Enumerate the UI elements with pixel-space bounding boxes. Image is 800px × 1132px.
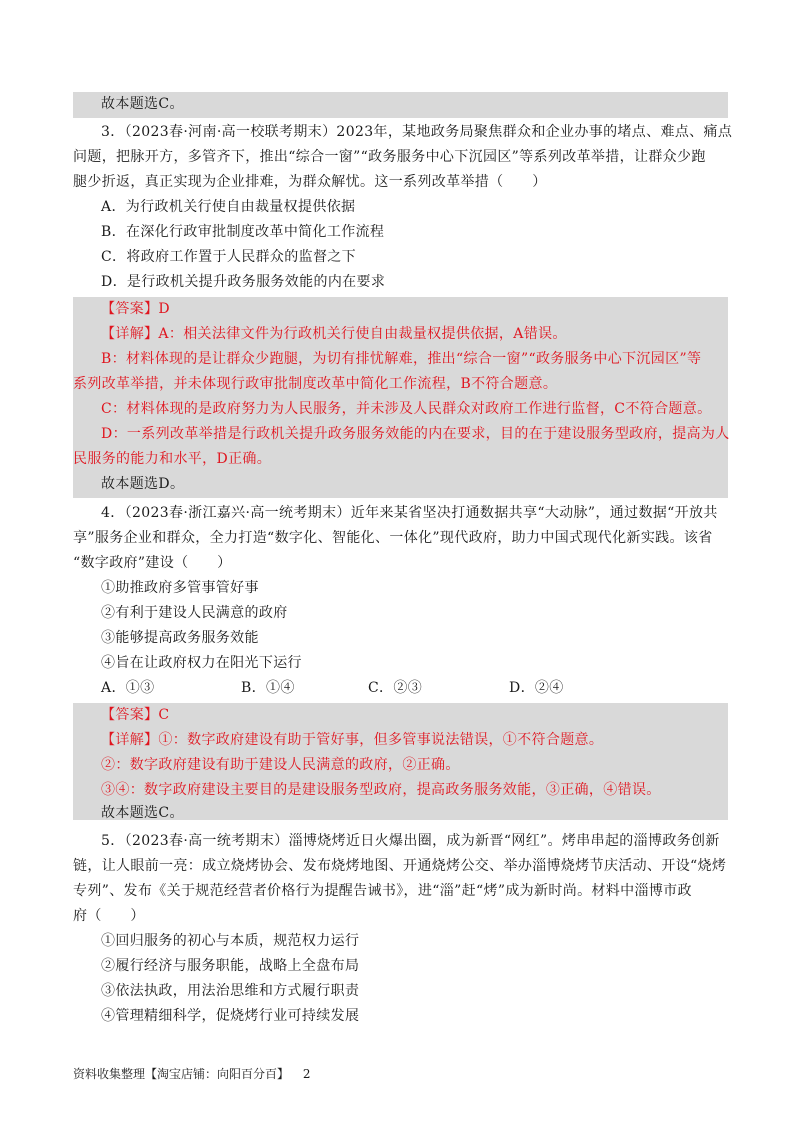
answer-conclusion: 故本题选C。 <box>101 96 184 112</box>
question-4-choice-d: D．②④ <box>509 680 564 696</box>
question-3-option-a: A．为行政机关行使自由裁量权提供依据 <box>101 199 356 215</box>
answer-detail-line: 系列改革举措，并未体现行政审批制度改革中简化工作流程，B不符合题意。 <box>73 376 558 392</box>
question-4-item: ④旨在让政府权力在阳光下运行 <box>101 655 302 671</box>
question-5-stem-line: 链，让人眼前一亮：成立烧烤协会、发布烧烤地图、开通烧烤公交、举办淄博烧烤节庆活动、开设“烧烤 <box>73 858 727 874</box>
question-5-stem-line: 5．（2023春·高一统考期末）淄博烧烤近日火爆出圈，成为新晋“网红”。烤串串起的淄博政务创新 <box>101 833 720 849</box>
answer-label: 【答案】C <box>101 707 170 723</box>
question-5-item: ③依法执政，用法治思维和方式履行职责 <box>101 983 360 999</box>
question-4-item: ②有利于建设人民满意的政府 <box>101 605 288 621</box>
question-4-stem-line: 享”服务企业和群众，全力打造“数字化、智能化、一体化”现代政府，助力中国式现代化新实践。该省 <box>73 530 713 546</box>
question-4-choice-c: C．②③ <box>368 680 423 696</box>
question-3-stem-line: 3．（2023春·河南·高一校联考期末）2023年，某地政务局聚焦群众和企业办事的堵点、难点、痛点 <box>101 124 733 140</box>
answer-conclusion: 故本题选C。 <box>101 805 184 821</box>
question-3-option-d: D．是行政机关提升政务服务效能的内在要求 <box>101 274 386 290</box>
question-3-stem-line: 腿少折返，真正实现为企业排难，为群众解忧。这一系列改革举措（ ） <box>73 174 547 190</box>
answer-detail-line: 【详解】A：相关法律文件为行政机关行使自由裁量权提供依据，A错误。 <box>101 326 567 342</box>
question-3-option-c: C．将政府工作置于人民群众的监督之下 <box>101 249 357 265</box>
question-5-item: ①回归服务的初心与本质，规范权力运行 <box>101 933 360 949</box>
answer-detail-line: B：材料体现的是让群众少跑腿，为切有排忧解难，推出“综合一窗”“政务服务中心下沉园区”等 <box>101 351 702 367</box>
question-4-choice-a: A．①③ <box>101 680 155 696</box>
question-5-stem-line: 府（ ） <box>73 908 145 924</box>
answer-label: 【答案】D <box>101 301 170 317</box>
question-3-stem-line: 问题，把脉开方，多管齐下，推出“综合一窗”“政务服务中心下沉园区”等系列改革举措，让群众少跑 <box>73 149 706 165</box>
answer-conclusion: 故本题选D。 <box>101 476 185 492</box>
answer-detail-line: 【详解】①：数字政府建设有助于管好事，但多管事说法错误，①不符合题意。 <box>101 732 604 748</box>
question-4-choices <box>73 676 728 701</box>
question-4-choice-b: B．①④ <box>241 680 295 696</box>
question-5-stem-line: 专列”、发布《关于规范经营者价格行为提醒告诫书》，进“淄”赶“烤”成为新时尚。材料中淄博市政 <box>73 883 692 899</box>
answer-detail-line: 民服务的能力和水平，D正确。 <box>73 451 272 467</box>
answer-detail-line: ②：数字政府建设有助于建设人民满意的政府，②正确。 <box>101 757 460 773</box>
question-4-stem-line: “数字政府”建设（ ） <box>73 555 232 571</box>
question-4-item: ①助推政府多管事管好事 <box>101 580 259 596</box>
question-4-stem-line: 4．（2023春·浙江嘉兴·高一统考期末）近年来某省坚决打通数据共享“大动脉”，通过数据“开放共 <box>101 505 718 521</box>
answer-detail-line: C：材料体现的是政府努力为人民服务，并未涉及人民群众对政府工作进行监督，C不符合题意。 <box>101 401 712 417</box>
question-3-option-b: B．在深化行政审批制度改革中简化工作流程 <box>101 224 385 240</box>
question-5-item: ②履行经济与服务职能，战略上全盘布局 <box>101 958 360 974</box>
question-5-item: ④管理精细科学，促烧烤行业可持续发展 <box>101 1008 360 1024</box>
footer-source-text: 资料收集整理【淘宝店铺：向阳百分百】 <box>73 1067 290 1081</box>
answer-detail-line: ③④：数字政府建设主要目的是建设服务型政府，提高政务服务效能，③正确，④错误。 <box>101 782 661 798</box>
page-footer <box>73 1064 310 1084</box>
question-4-item: ③能够提高政务服务效能 <box>101 630 259 646</box>
answer-detail-line: D：一系列改革举措是行政机关提升政务服务效能的内在要求，目的在于建设服务型政府，提高为人 <box>101 426 730 442</box>
page-number: 2 <box>302 1067 311 1081</box>
